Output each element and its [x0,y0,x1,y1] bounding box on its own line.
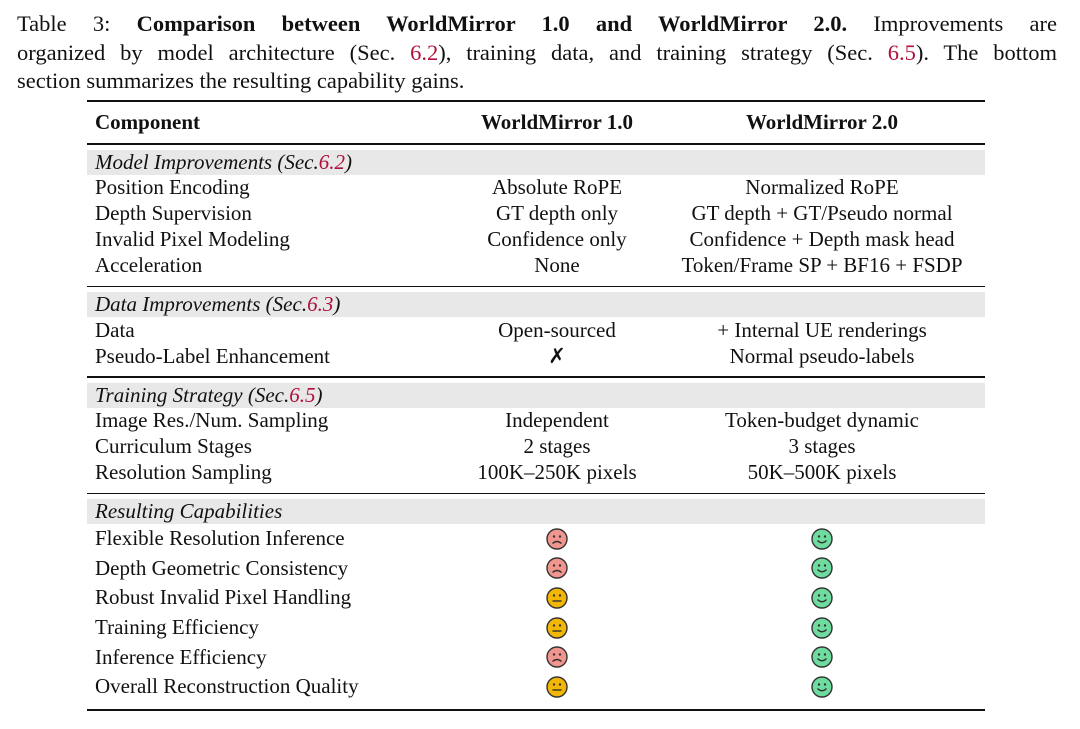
section-header [87,383,985,408]
header-v1: WorldMirror 1.0 [480,110,634,134]
v2-rating [659,617,985,639]
v1-cell: None [534,253,580,277]
neutral-face-icon [546,676,568,698]
v2-cell: 3 stages [788,434,856,458]
capability-row [87,642,985,672]
header-rule [87,143,985,145]
v2-cell: + Internal UE renderings [717,317,927,342]
section-link[interactable]: 6.2 [318,149,345,174]
section-rule [87,286,985,288]
capability-name: Inference Efficiency [95,644,267,669]
table-row [87,434,985,460]
v2-rating [659,646,985,668]
spacer [87,279,985,286]
v2-cell: GT depth + GT/Pseudo normal [691,201,953,225]
table-row [87,227,985,253]
capability-name: Training Efficiency [95,615,259,640]
component-cell: Invalid Pixel Modeling [95,227,290,251]
sad-face-icon [546,557,568,579]
caption-text: ), training data, and training strategy (Sec. [438,39,888,65]
v2-cell: Token-budget dynamic [725,408,919,432]
component-cell: Resolution Sampling [95,460,272,484]
caption-text: organized by model architecture (Sec. [17,39,411,65]
capability-row [87,524,985,554]
component-cell: Acceleration [95,253,203,277]
v1-cell: Independent [505,408,609,432]
component-cell: Position Encoding [95,175,250,199]
section-title: Resulting Capabilities [95,499,283,523]
caption-label: Table 3: [17,11,137,36]
capability-name: Overall Reconstruction Quality [95,674,359,699]
v1-cell: GT depth only [495,201,619,225]
v2-cell: Token/Frame SP + BF16 + FSDP [681,253,963,277]
section-title: Data Improvements (Sec. [95,292,308,316]
v1-cell: Confidence only [487,227,627,251]
v1-rating [455,617,659,639]
table-caption [17,10,1057,96]
component-cell: Image Res./Num. Sampling [95,408,329,432]
component-cell: Data [95,317,135,342]
section-header [87,150,985,175]
v1-cell: Open-sourced [498,317,616,342]
capability-name: Robust Invalid Pixel Handling [95,585,352,610]
section-link[interactable]: 6.5 [289,382,316,407]
component-cell: Pseudo-Label Enhancement [95,343,330,368]
table-row [87,253,985,279]
v2-rating [659,676,985,698]
spacer [87,486,985,493]
v1-rating [455,528,659,550]
happy-face-icon [811,676,833,698]
capability-row [87,554,985,584]
caption-text: ). The bottom [915,39,1058,65]
v1-cell: 100K–250K pixels [477,460,637,484]
v1-cell: ✗ [548,343,566,368]
table-row [87,175,985,201]
section-link[interactable]: 6.2 [410,39,439,65]
table-row [87,343,985,369]
v1-rating [455,587,659,609]
capability-name: Depth Geometric Consistency [95,555,349,580]
spacer [87,369,985,376]
table-row [87,317,985,343]
v2-rating [659,528,985,550]
v2-rating [659,557,985,579]
section-title: Model Improvements (Sec. [95,149,319,174]
caption-text: section summarizes the resulting capability gains. [17,68,465,93]
happy-face-icon [811,617,833,639]
header-row [87,102,985,143]
v2-cell: Normal pseudo-labels [729,343,915,368]
v1-rating [455,557,659,579]
happy-face-icon [811,646,833,668]
capability-name: Flexible Resolution Inference [95,526,345,551]
v1-cell: 2 stages [523,434,591,458]
component-cell: Depth Supervision [95,201,252,225]
neutral-face-icon [546,617,568,639]
happy-face-icon [811,587,833,609]
spacer [87,702,985,709]
sad-face-icon [546,528,568,550]
capability-row [87,672,985,702]
section-link[interactable]: 6.5 [887,39,916,65]
section-title: Training Strategy (Sec. [95,382,290,407]
header-component: Component [95,110,201,134]
table-row [87,408,985,434]
happy-face-icon [811,528,833,550]
capability-row [87,613,985,643]
v2-cell: 50K–500K pixels [747,460,897,484]
happy-face-icon [811,557,833,579]
v1-rating [455,646,659,668]
neutral-face-icon [546,587,568,609]
v1-rating [455,676,659,698]
section-title-close: ) [333,292,341,316]
table-row [87,201,985,227]
header-v2: WorldMirror 2.0 [745,110,899,134]
v1-cell: Absolute RoPE [491,175,623,199]
section-title-close: ) [344,149,352,174]
comparison-table [87,100,985,711]
sad-face-icon [546,646,568,668]
v2-cell: Confidence + Depth mask head [689,227,955,251]
section-header [87,499,985,524]
bottom-rule [87,709,985,712]
capability-row [87,583,985,613]
table-row [87,460,985,486]
section-header [87,292,985,317]
v2-cell: Normalized RoPE [745,175,899,199]
caption-title: Comparison between WorldMirror 1.0 and WorldMirror 2.0. [136,11,848,36]
section-rule [87,376,985,378]
component-cell: Curriculum Stages [95,434,252,458]
section-link[interactable]: 6.3 [307,292,334,316]
caption-text: Improvements are [847,11,1057,36]
section-title-close: ) [315,382,323,407]
v2-rating [659,587,985,609]
section-rule [87,493,985,495]
